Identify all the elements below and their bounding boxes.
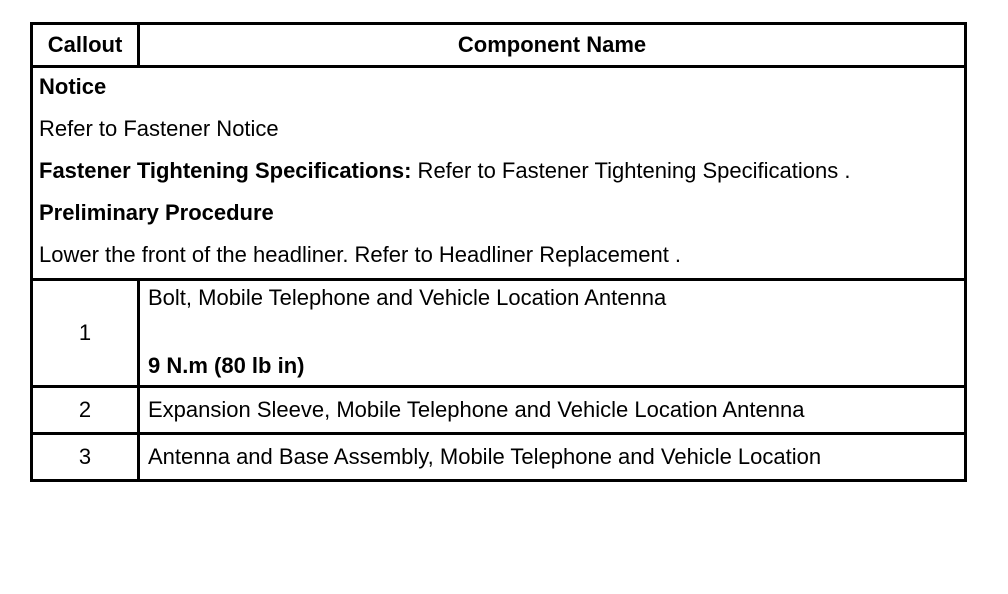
component-table bbox=[30, 22, 967, 482]
preliminary-heading: Preliminary Procedure bbox=[39, 200, 274, 225]
fastener-spec-text: Refer to Fastener Tightening Specifications . bbox=[411, 158, 851, 183]
table-row bbox=[32, 434, 966, 481]
component-name-header: Component Name bbox=[139, 24, 966, 67]
callout-cell: 3 bbox=[32, 434, 139, 481]
notes-row bbox=[32, 67, 966, 280]
notes-cell bbox=[32, 67, 966, 280]
table-header-row bbox=[32, 24, 966, 67]
callout-cell: 2 bbox=[32, 387, 139, 434]
table-row bbox=[32, 280, 966, 387]
preliminary-text: Lower the front of the headliner. Refer to Headliner Replacement . bbox=[39, 242, 682, 267]
fastener-spec-label: Fastener Tightening Specifications: bbox=[39, 158, 412, 183]
callout-header: Callout bbox=[32, 24, 139, 67]
notice-heading: Notice bbox=[39, 74, 107, 99]
component-name: Bolt, Mobile Telephone and Vehicle Location Antenna bbox=[148, 285, 667, 310]
notice-text: Refer to Fastener Notice bbox=[39, 116, 279, 141]
table-row bbox=[32, 387, 966, 434]
component-name: Antenna and Base Assembly, Mobile Telephone and Vehicle Location bbox=[139, 434, 966, 481]
fastener-spec-line bbox=[39, 158, 958, 184]
component-cell bbox=[139, 280, 966, 387]
component-name: Expansion Sleeve, Mobile Telephone and Vehicle Location Antenna bbox=[139, 387, 966, 434]
callout-cell: 1 bbox=[32, 280, 139, 387]
torque-spec: 9 N.m (80 lb in) bbox=[148, 353, 305, 378]
